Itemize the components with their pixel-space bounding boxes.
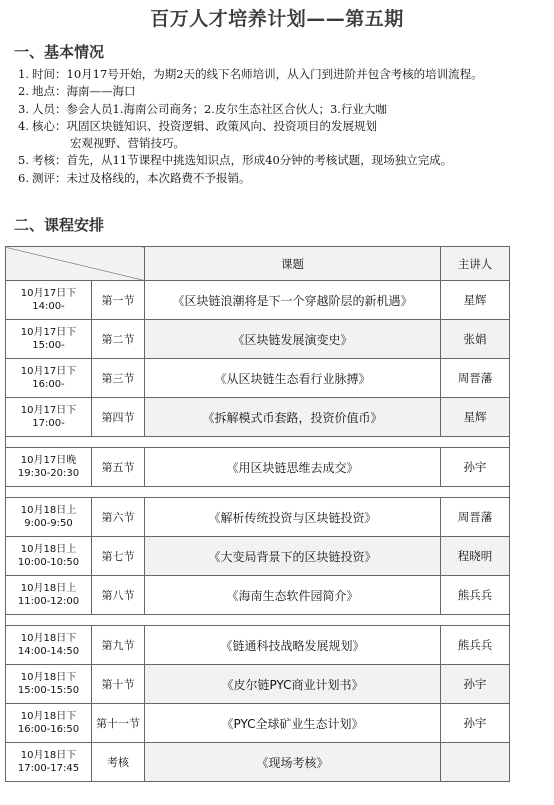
session-time-cell <box>6 665 92 704</box>
session-topic-cell: 《拆解模式币套路，投资价值币》 <box>145 398 441 437</box>
session-time-day: 10月17日下 <box>20 366 77 377</box>
session-time-day: 10月17日下 <box>20 327 77 338</box>
session-time-cell <box>6 398 92 437</box>
session-time-hours: 10:00-10:50 <box>17 557 80 568</box>
session-time-hours: 14:00- <box>32 301 65 312</box>
session-time-hours: 16:00- <box>32 379 65 390</box>
session-number-cell: 考核 <box>92 743 145 782</box>
session-number-cell: 第十节 <box>92 665 145 704</box>
session-time-hours: 11:00-12:00 <box>17 596 80 607</box>
session-time-day: 10月17日下 <box>20 405 77 416</box>
session-speaker-cell: 张娟 <box>441 320 510 359</box>
session-time-day: 10月17日下 <box>20 288 77 299</box>
session-topic-cell: 《海南生态软件园简介》 <box>145 576 441 615</box>
session-time-hours: 16:00-16:50 <box>17 724 80 735</box>
session-number-cell: 第九节 <box>92 626 145 665</box>
info-item <box>18 152 548 169</box>
session-topic-cell: 《区块链发展演变史》 <box>145 320 441 359</box>
session-topic-cell: 《皮尔链PYC商业计划书》 <box>145 665 441 704</box>
session-speaker-cell: 孙宇 <box>441 704 510 743</box>
table-row <box>6 398 510 437</box>
session-time-hours: 14:00-14:50 <box>17 646 80 657</box>
info-item-number: 6. <box>18 170 29 185</box>
table-row <box>6 576 510 615</box>
session-time-hours: 15:00-15:50 <box>17 685 80 696</box>
session-number-cell: 第一节 <box>92 281 145 320</box>
session-time-cell <box>6 281 92 320</box>
session-number-cell: 第五节 <box>92 448 145 487</box>
section-heading-basic-info: 一、基本情况 <box>14 43 105 61</box>
session-topic-cell: 《现场考核》 <box>145 743 441 782</box>
session-speaker-cell: 程晓明 <box>441 537 510 576</box>
info-item-number: 1. <box>18 67 29 81</box>
session-number-cell: 第八节 <box>92 576 145 615</box>
session-time-cell <box>6 359 92 398</box>
session-number-cell: 第十一节 <box>92 704 145 743</box>
info-item-text: 宏观视野、营销技巧。 <box>70 136 185 151</box>
info-item-text: 考核：首先，从11节课程中挑选知识点，形成40分钟的考核试题，现场独立完成。 <box>32 153 453 168</box>
session-speaker-cell: 孙宇 <box>441 665 510 704</box>
session-topic-cell: 《PYC全球矿业生态计划》 <box>145 704 441 743</box>
page-title: 百万人才培养计划——第五期 <box>150 8 404 30</box>
table-spacer-row <box>6 437 510 448</box>
session-number-cell: 第二节 <box>92 320 145 359</box>
table-row <box>6 320 510 359</box>
info-item <box>18 135 548 152</box>
header-speaker: 主讲人 <box>441 247 510 281</box>
session-number-cell: 第三节 <box>92 359 145 398</box>
info-item <box>18 101 548 118</box>
info-item <box>18 66 548 83</box>
session-time-cell <box>6 743 92 782</box>
header-topic: 课题 <box>145 247 441 281</box>
session-topic-cell: 《链通科技战略发展规划》 <box>145 626 441 665</box>
table-row <box>6 626 510 665</box>
info-item-text: 地点：海南——海口 <box>32 84 136 99</box>
session-time-cell <box>6 448 92 487</box>
session-number-cell: 第七节 <box>92 537 145 576</box>
info-item-number: 2. <box>18 84 29 99</box>
info-item-text: 核心：巩固区块链知识、投资逻辑、政策风向、投资项目的发展规划 <box>32 118 377 133</box>
table-spacer-cell <box>6 615 510 626</box>
session-time-hours: 17:00- <box>32 418 65 429</box>
table-spacer-cell <box>6 487 510 498</box>
session-time-day: 10月18日下 <box>20 633 77 644</box>
session-topic-cell: 《从区块链生态看行业脉搏》 <box>145 359 441 398</box>
table-row <box>6 448 510 487</box>
basic-info-list <box>18 66 548 187</box>
session-time-hours: 9:00-9:50 <box>24 518 73 529</box>
session-topic-cell: 《区块链浪潮将是下一个穿越阶层的新机遇》 <box>145 281 441 320</box>
session-time-hours: 15:00- <box>32 340 65 351</box>
header-diagonal-cell <box>6 247 145 281</box>
session-topic-cell: 《大变局背景下的区块链投资》 <box>145 537 441 576</box>
session-speaker-cell: 孙宇 <box>441 448 510 487</box>
info-item-number: 3. <box>18 101 29 116</box>
info-item-text: 时间：10月17号开始，为期2天的线下名师培训，从入门到进阶并包含考核的培训流程。 <box>32 67 483 81</box>
table-header-row <box>6 247 510 281</box>
session-time-day: 10月18日下 <box>20 711 77 722</box>
session-time-day: 10月18日上 <box>20 505 77 516</box>
info-item-text: 测评：未过及格线的，本次路费不予报销。 <box>32 170 251 185</box>
session-time-hours: 19:30-20:30 <box>17 468 80 479</box>
info-item <box>18 118 548 135</box>
session-time-cell <box>6 320 92 359</box>
session-time-hours: 17:00-17:45 <box>17 763 80 774</box>
table-row <box>6 359 510 398</box>
session-topic-cell: 《解析传统投资与区块链投资》 <box>145 498 441 537</box>
info-item-text: 人员：参会人员1.海南公司商务；2.皮尔生态社区合伙人；3.行业大咖 <box>32 101 387 116</box>
table-row <box>6 537 510 576</box>
session-speaker-cell <box>441 743 510 782</box>
session-speaker-cell: 星辉 <box>441 398 510 437</box>
session-speaker-cell: 周晋藩 <box>441 359 510 398</box>
session-speaker-cell: 熊兵兵 <box>441 626 510 665</box>
session-time-cell <box>6 498 92 537</box>
session-time-day: 10月18日上 <box>20 583 77 594</box>
table-row <box>6 743 510 782</box>
session-time-day: 10月18日上 <box>20 544 77 555</box>
table-spacer-row <box>6 487 510 498</box>
table-row <box>6 665 510 704</box>
table-spacer-cell <box>6 437 510 448</box>
table-row <box>6 704 510 743</box>
info-item-number: 5. <box>18 153 29 168</box>
session-number-cell: 第四节 <box>92 398 145 437</box>
session-number-cell: 第六节 <box>92 498 145 537</box>
session-time-cell <box>6 704 92 743</box>
session-speaker-cell: 周晋藩 <box>441 498 510 537</box>
table-spacer-row <box>6 615 510 626</box>
session-time-cell <box>6 576 92 615</box>
section-heading-schedule: 二、课程安排 <box>14 216 105 234</box>
session-time-day: 10月17日晚 <box>20 455 77 466</box>
info-item <box>18 83 548 100</box>
session-speaker-cell: 熊兵兵 <box>441 576 510 615</box>
table-row <box>6 281 510 320</box>
session-time-cell <box>6 626 92 665</box>
session-time-day: 10月18日下 <box>20 672 77 683</box>
session-topic-cell: 《用区块链思维去成交》 <box>145 448 441 487</box>
session-time-cell <box>6 537 92 576</box>
table-row <box>6 498 510 537</box>
session-speaker-cell: 星辉 <box>441 281 510 320</box>
schedule-table <box>5 246 510 782</box>
info-item <box>18 170 548 187</box>
info-item-number: 4. <box>18 118 29 133</box>
session-time-day: 10月18日下 <box>20 750 77 761</box>
